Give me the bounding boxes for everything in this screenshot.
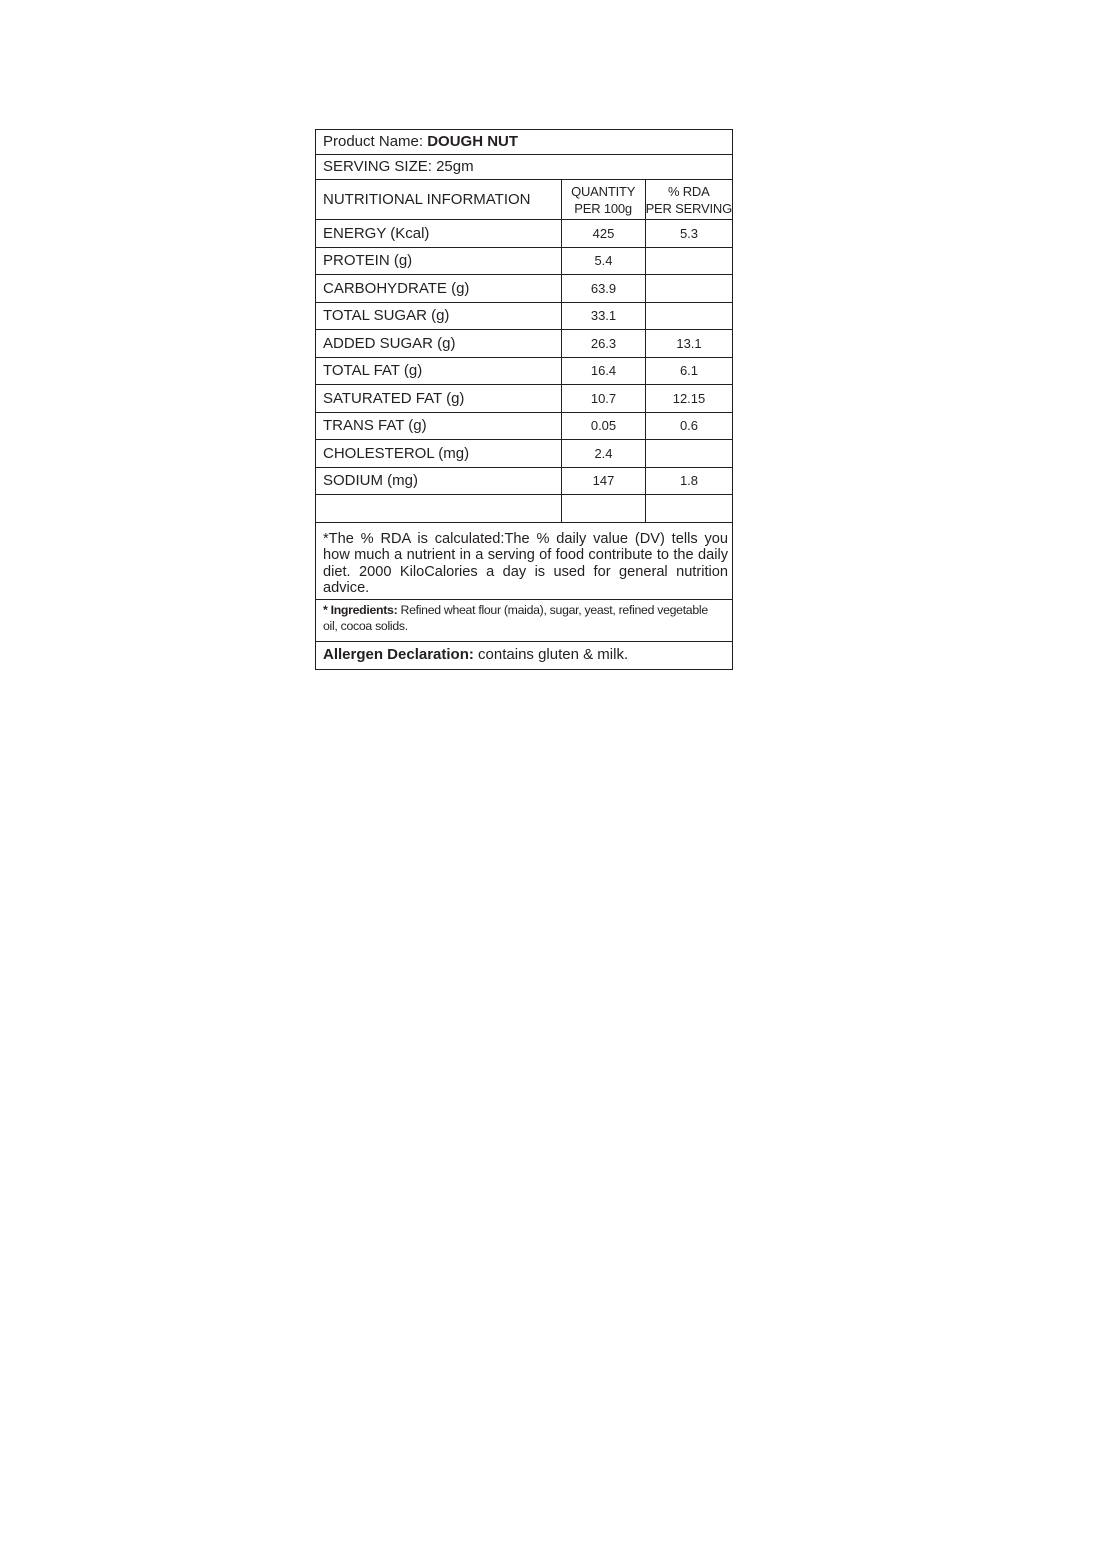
table-header-row xyxy=(316,180,732,220)
header-quantity-line2: PER 100g xyxy=(574,200,632,216)
allergen-declaration xyxy=(316,642,635,669)
header-quantity-line1: QUANTITY xyxy=(571,183,636,199)
nutrient-quantity: 147 xyxy=(561,468,645,495)
product-name-row xyxy=(316,130,732,155)
nutrient-rda: 5.3 xyxy=(645,220,732,247)
allergen-row xyxy=(316,642,732,669)
nutrient-rda: 13.1 xyxy=(645,330,732,357)
nutrient-name: TOTAL FAT (g) xyxy=(323,362,423,380)
table-row xyxy=(316,248,732,276)
product-name-label: Product Name: xyxy=(323,133,428,150)
nutrient-quantity: 26.3 xyxy=(561,330,645,357)
nutrient-rda xyxy=(645,440,732,467)
nutrient-rda xyxy=(645,303,732,330)
ingredients-text: Refined wheat flour (maida), sugar, yeast, refined vegetable oil, cocoa solids. xyxy=(323,602,708,633)
nutrient-quantity: 63.9 xyxy=(561,275,645,302)
table-row xyxy=(316,303,732,331)
nutrient-name: ENERGY (Kcal) xyxy=(323,224,430,242)
nutrient-quantity: 33.1 xyxy=(561,303,645,330)
nutrient-quantity: 16.4 xyxy=(561,358,645,385)
header-quantity xyxy=(561,180,645,219)
serving-size-row xyxy=(316,155,732,180)
nutrient-rda: 12.15 xyxy=(645,385,732,412)
nutrient-quantity xyxy=(561,495,645,522)
ingredients xyxy=(316,600,732,641)
nutrient-quantity: 5.4 xyxy=(561,248,645,275)
nutrient-name: SATURATED FAT (g) xyxy=(323,389,465,407)
nutrient-name xyxy=(316,495,561,522)
allergen-text: contains gluten & milk. xyxy=(473,645,629,663)
ingredients-label: * Ingredients: xyxy=(323,602,398,617)
header-rda-line2: PER SERVING xyxy=(645,200,732,216)
nutrient-name: CHOLESTEROL (mg) xyxy=(323,444,470,462)
nutrient-quantity: 10.7 xyxy=(561,385,645,412)
table-row xyxy=(316,385,732,413)
nutrient-name: CARBOHYDRATE (g) xyxy=(323,279,470,297)
nutrient-quantity: 2.4 xyxy=(561,440,645,467)
product-name xyxy=(316,130,525,154)
product-name-value: DOUGH NUT xyxy=(427,133,519,150)
nutrient-name: TOTAL SUGAR (g) xyxy=(323,307,450,325)
header-rda-line1: % RDA xyxy=(667,183,710,199)
ingredients-row xyxy=(316,600,732,642)
nutrient-rda: 6.1 xyxy=(645,358,732,385)
header-nutrient: NUTRITIONAL INFORMATION xyxy=(323,191,531,208)
nutrition-label xyxy=(315,129,733,670)
table-row xyxy=(316,275,732,303)
serving-size: SERVING SIZE: 25gm xyxy=(323,158,474,175)
allergen-label: Allergen Declaration: xyxy=(323,645,474,663)
nutrient-quantity: 0.05 xyxy=(561,413,645,440)
nutrient-quantity: 425 xyxy=(561,220,645,247)
nutrient-rda: 1.8 xyxy=(645,468,732,495)
nutrient-rda xyxy=(645,495,732,522)
table-row xyxy=(316,330,732,358)
rda-note-row xyxy=(316,523,732,600)
table-row xyxy=(316,468,732,496)
nutrient-name: ADDED SUGAR (g) xyxy=(323,334,456,352)
table-row-empty xyxy=(316,495,732,523)
nutrient-name: PROTEIN (g) xyxy=(323,252,413,270)
nutrient-name: SODIUM (mg) xyxy=(323,472,418,490)
table-row xyxy=(316,440,732,468)
header-rda xyxy=(645,180,732,219)
table-row xyxy=(316,413,732,441)
nutrient-name: TRANS FAT (g) xyxy=(323,417,427,435)
nutrient-rda xyxy=(645,248,732,275)
nutrient-rda xyxy=(645,275,732,302)
rda-note: *The % RDA is calculated:The % daily value (DV) tells you how much a nutrient in a serving of food contribute to the daily diet. 2000 KiloCalories a day is used for general nutrition advice. xyxy=(323,530,728,596)
nutrient-rda: 0.6 xyxy=(645,413,732,440)
table-row xyxy=(316,220,732,248)
table-row xyxy=(316,358,732,386)
